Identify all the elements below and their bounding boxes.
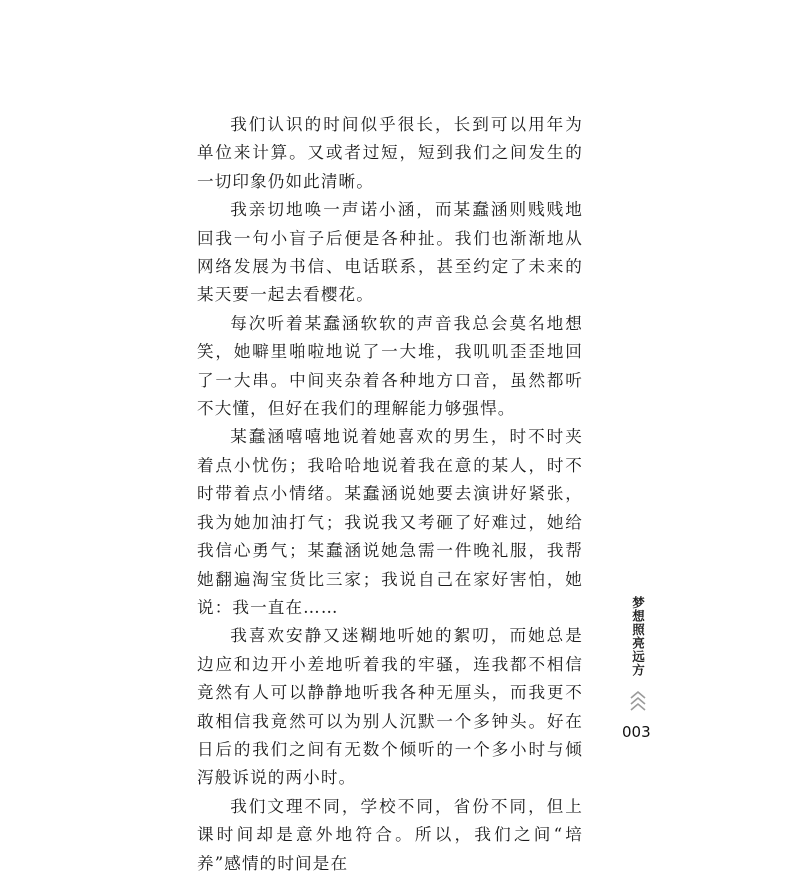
paragraph-4: 某蠢涵嘻嘻地说着她喜欢的男生，时不时夹着点小忧伤；我哈哈地说着我在意的某人，时不时带着点小情绪。某蠢涵说她要去演讲好紧张，我为她加油打气；我说我又考砸了好难过，她给我信心勇气；某蠢涵说她急需一件晚礼服，我帮她翻遍淘宝货比三家；我说自己在家好害怕，她说：我一直在…… xyxy=(197,427,583,617)
paragraph-2: 我亲切地唤一声诺小涵，而某蠢涵则贱贱地回我一句小盲子后便是各种扯。我们也渐渐地从网络发展为书信、电话联系，甚至约定了未来的某天要一起去看樱花。 xyxy=(197,200,583,305)
paragraph-1: 我们认识的时间似乎很长，长到可以用年为单位来计算。又或者过短，短到我们之间发生的一切印象仍如此清晰。 xyxy=(197,115,583,191)
paragraph-5: 我喜欢安静又迷糊地听她的絮叨，而她总是边应和边开小差地听着我的牢骚，连我都不相信竟然有人可以静静地听我各种无厘头，而我更不敢相信我竟然可以为别人沉默一个多钟头。好在日后的我们之间有无数个倾听的一个多小时与倾泻般诉说的两小时。 xyxy=(197,626,583,788)
running-book-title: 梦想照亮远方 xyxy=(630,596,646,677)
page-body xyxy=(197,111,583,878)
side-margin xyxy=(622,596,651,741)
paragraph-3: 每次听着某蠢涵软软的声音我总会莫名地想笑，她噼里啪啦地说了一大堆，我叽叽歪歪地回了一大串。中间夹杂着各种地方口音，虽然都听不大懂，但好在我们的理解能力够强悍。 xyxy=(197,313,583,419)
triple-chevron-up-icon xyxy=(626,689,650,715)
paragraph-6: 我们文理不同，学校不同，省份不同，但上课时间却是意外地符合。所以，我们之间“培养”感情的时间是在 xyxy=(197,796,583,873)
page-number: 003 xyxy=(622,723,651,741)
